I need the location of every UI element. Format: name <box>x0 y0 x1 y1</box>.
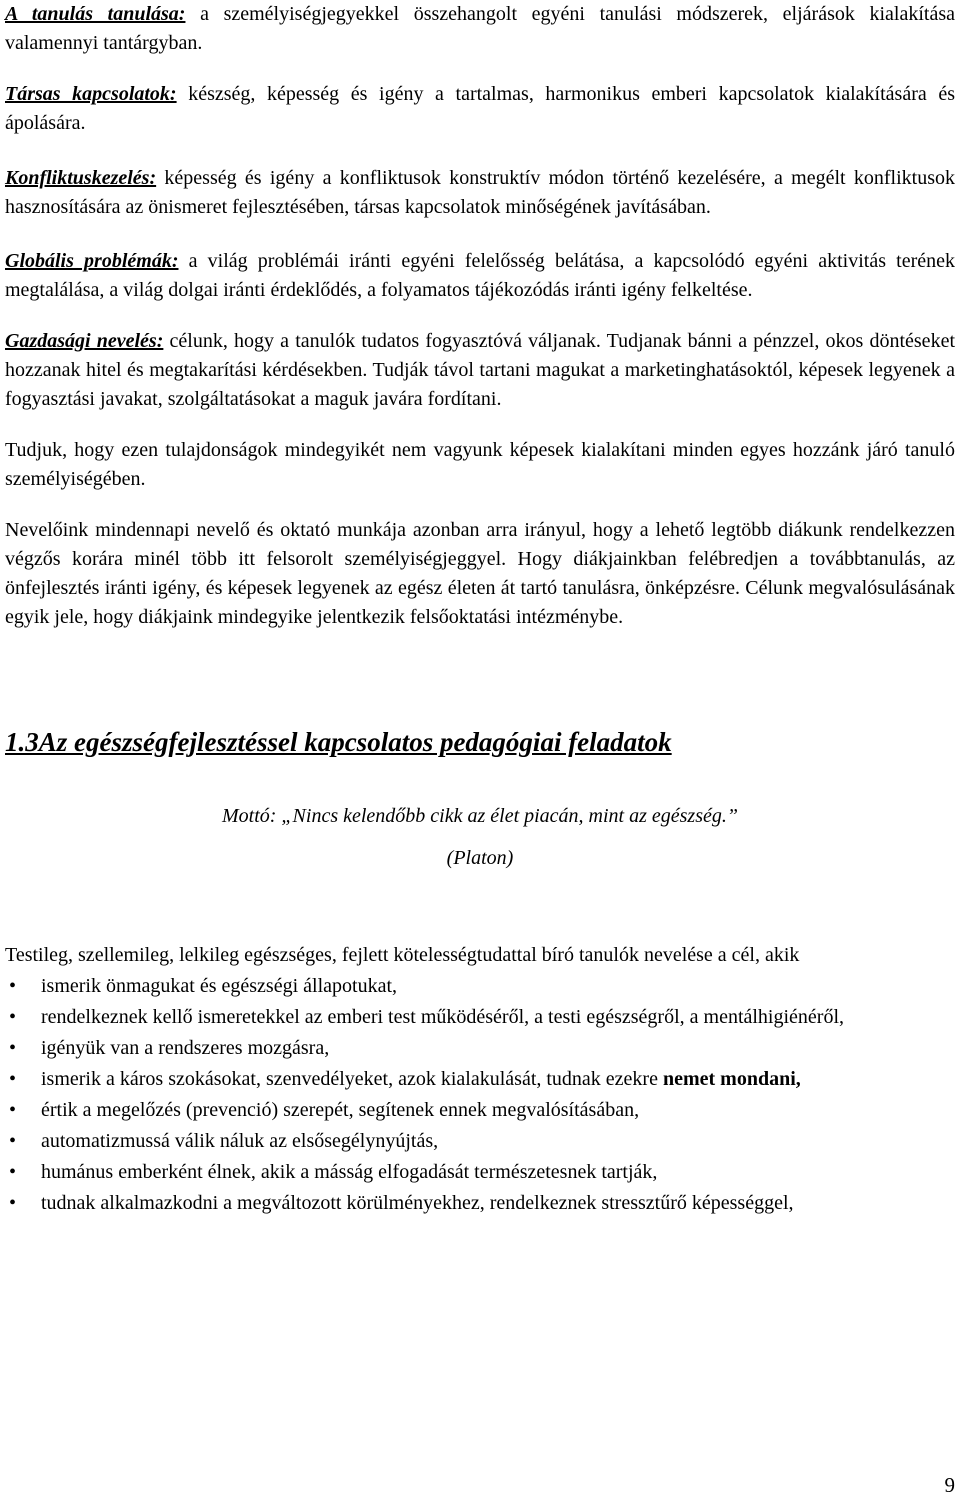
paragraph-learning-to-learn <box>5 0 955 58</box>
goals-list <box>5 972 955 1218</box>
bullet-icon: • <box>9 1161 17 1183</box>
document-page <box>5 0 955 1218</box>
paragraph-text: készség, képesség és igény a tartalmas, harmonikus emberi kapcsolatok kialakítására és ápolására. <box>5 83 955 134</box>
paragraph-goals: Nevelőink mindennapi nevelő és oktató munkája azonban arra irányul, hogy a lehető legtöbb diákunk rendelkezzen végzős korára minél több itt felsorolt személyiségjeggyel. Hogy diákjainkban felébredjen a továbbtanulás, az önfejlesztés iránti igény, és képesek legyenek az egész életen át tartó tanulásra, önképzésre. Célunk megvalósulásának egyik jele, hogy diákjaink mindegyike jelentkezik felsőoktatási intézménybe. <box>5 519 955 628</box>
section-heading: 1.3Az egészségfejlesztéssel kapcsolatos pedagógiai feladatok <box>5 727 672 757</box>
paragraph-global-problems <box>5 247 955 305</box>
paragraph-economic-education <box>5 327 955 414</box>
paragraph-text: a személyiségjegyekkel összehangolt egyéni tanulási módszerek, eljárások kialakítása valamennyi tantárgyban. <box>5 3 956 54</box>
paragraph-social-relations <box>5 80 955 138</box>
bullet-icon: • <box>9 1068 17 1090</box>
list-item: • ismerik önmagukat és egészségi állapotukat, <box>5 972 955 1001</box>
term-label: Globális problémák: <box>5 250 179 272</box>
term-label: Társas kapcsolatok: <box>5 83 177 105</box>
list-item: • rendelkeznek kellő ismeretekkel az emberi test működéséről, a testi egészségről, a mentálhigiénéről, <box>5 1003 955 1032</box>
bullet-icon: • <box>9 1192 17 1214</box>
term-label: Konfliktuskezelés: <box>5 167 157 189</box>
motto: Mottó: „Nincs kelendőbb cikk az élet piacán, mint az egészség.” <box>221 805 738 827</box>
paragraph-text: a világ problémái iránti egyéni felelősség belátása, a kapcsolódó egyéni aktivitás terének megtalálása, a világ dolgai iránti érdeklődés, a folyamatos tájékozódás iránti igény felkeltése. <box>5 250 955 301</box>
paragraph-conflict-management <box>5 164 955 222</box>
term-label: A tanulás tanulása: <box>5 3 186 25</box>
list-item: • automatizmussá válik náluk az elsősegélynyújtás, <box>5 1127 955 1156</box>
page-number: 9 <box>944 1473 955 1497</box>
list-item: • értik a megelőzés (prevenció) szerepét, segítenek ennek megvalósításában, <box>5 1096 955 1125</box>
bullet-icon: • <box>9 1006 17 1028</box>
paragraph-text: képesség és igény a konfliktusok konstruktív módon történő kezelésére, a megélt konfliktusok hasznosítására az önismeret fejlesztésében, társas kapcsolatok minőségének javításában. <box>5 167 955 218</box>
motto-author: (Platon) <box>446 847 514 869</box>
intro-paragraph: Testileg, szellemileg, lelkileg egészséges, fejlett kötelességtudattal bíró tanulók nevelése a cél, akik <box>5 944 800 966</box>
paragraph-limitation: Tudjuk, hogy ezen tulajdonságok mindegyikét nem vagyunk képesek kialakítani minden egyes hozzánk járó tanuló személyiségében. <box>5 439 955 490</box>
list-item: • igényük van a rendszeres mozgásra, <box>5 1034 955 1063</box>
bullet-icon: • <box>9 975 17 997</box>
bullet-icon: • <box>9 1037 17 1059</box>
term-label: Gazdasági nevelés: <box>5 330 164 352</box>
list-item: • ismerik a káros szokásokat, szenvedélyeket, azok kialakulását, tudnak ezekre nemet mondani, <box>5 1065 955 1094</box>
bullet-icon: • <box>9 1130 17 1152</box>
paragraph-text: célunk, hogy a tanulók tudatos fogyasztóvá váljanak. Tudjanak bánni a pénzzel, okos döntéseket hozzanak hitel és megtakarítási kérdésekben. Tudják távol tartani magukat a marketinghatásoktól, képesek legyenek a fogyasztási javakat, szolgáltatásokat a maguk javára fordítani. <box>5 330 955 410</box>
bullet-icon: • <box>9 1099 17 1121</box>
bold-phrase: nemet mondani, <box>662 1068 801 1090</box>
list-item: • humánus emberként élnek, akik a másság elfogadását természetesnek tartják, <box>5 1158 955 1187</box>
list-item: • tudnak alkalmazkodni a megváltozott körülményekhez, rendelkeznek stressztűrő képességgel, <box>5 1189 955 1218</box>
